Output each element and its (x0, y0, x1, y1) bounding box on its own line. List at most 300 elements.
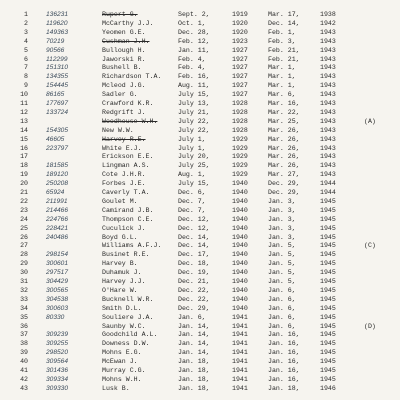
cell-num: 4 (24, 37, 28, 45)
cell-y2: 1945 (320, 197, 336, 205)
cell-y2: 1943 (320, 171, 336, 179)
cell-d2: Mar. 26, (268, 153, 300, 161)
cell-y1: 1941 (232, 322, 248, 330)
cell-num: 15 (20, 135, 28, 143)
cell-d2: Jan. 16, (268, 340, 300, 348)
cell-num: 28 (20, 251, 28, 259)
cell-num: 30 (20, 269, 28, 277)
cell-id: 149363 (46, 28, 69, 36)
table-row (0, 314, 400, 322)
cell-d2: Jan. 6, (268, 304, 296, 312)
cell-y2: 1944 (320, 180, 336, 188)
table-row (0, 260, 400, 268)
cell-num: 31 (20, 278, 28, 285)
table-row (0, 287, 400, 295)
cell-d2: Jan. 5, (268, 260, 296, 268)
cell-d2: Mar. 1, (268, 73, 296, 81)
cell-id: 80330 (46, 313, 65, 321)
cell-d2: Mar. 17, (268, 11, 300, 18)
table-row (0, 189, 400, 197)
cell-y1: 1927 (232, 82, 248, 90)
cell-y2: 1943 (320, 126, 336, 134)
table-row (0, 162, 400, 170)
cell-y2: 1945 (320, 349, 336, 357)
cell-y2: 1945 (320, 215, 336, 223)
cell-d1: Aug. 1, (178, 171, 206, 179)
cell-id: 136231 (46, 11, 69, 18)
cell-name: Cushman J.H. (102, 37, 150, 45)
cell-num: 5 (24, 46, 28, 54)
cell-y2: 1943 (320, 135, 336, 143)
cell-d1: Dec. 17, (178, 251, 210, 259)
cell-y1: 1929 (232, 162, 248, 170)
table-row (0, 82, 400, 90)
cell-d1: July 13, (178, 100, 210, 107)
table-row (0, 278, 400, 286)
cell-name: Richardson T.A. (102, 73, 162, 81)
cell-d1: Jan. 18, (178, 358, 210, 366)
cell-id: 228421 (46, 224, 69, 232)
cell-name: Yeomen G.E. (102, 28, 146, 36)
cell-d1: Dec. 6, (178, 189, 206, 196)
table-row (0, 385, 400, 393)
cell-y1: 1940 (232, 242, 248, 250)
cell-name: Caverly T.A. (102, 189, 150, 196)
cell-d1: Jan. 18, (178, 384, 210, 392)
cell-y2: 1943 (320, 55, 336, 63)
cell-id: 177697 (46, 100, 69, 107)
cell-name: White E.J. (102, 144, 142, 152)
cell-d1: Dec. 29, (178, 304, 210, 312)
cell-num: 1 (24, 11, 28, 18)
cell-y1: 1919 (232, 11, 248, 18)
cell-y1: 1923 (232, 37, 248, 45)
cell-name: Saunby W.C. (102, 322, 146, 330)
cell-y2: 1942 (320, 19, 336, 27)
cell-name: Murray C.G. (102, 367, 146, 374)
cell-name: Redgrift J. (102, 108, 146, 116)
table-row (0, 296, 400, 304)
cell-y2: 1943 (320, 144, 336, 152)
cell-name: Goulet M. (102, 197, 138, 205)
cell-y1: 1940 (232, 233, 248, 241)
cell-d1: Dec. 7, (178, 206, 206, 214)
cell-num: 25 (20, 224, 28, 232)
cell-d1: Jan. 14, (178, 349, 210, 357)
cell-name: Cuculick J. (102, 224, 146, 232)
cell-y2: 1943 (320, 82, 336, 90)
cell-id: 133724 (46, 108, 69, 116)
cell-y2: 1945 (320, 340, 336, 348)
cell-name: McCarthy J.J. (102, 19, 154, 27)
cell-id: 70219 (46, 37, 65, 45)
cell-d1: Aug. 11, (178, 82, 210, 90)
cell-d1: July 22, (178, 126, 210, 134)
cell-d2: Jan. 3, (268, 233, 296, 241)
cell-name: Downess D.W. (102, 340, 150, 348)
cell-name: Bucknell W.R. (102, 295, 154, 303)
cell-y1: 1940 (232, 304, 248, 312)
table-row (0, 376, 400, 384)
cell-id: 189120 (46, 171, 69, 179)
table-row (0, 64, 400, 72)
cell-id: 300565 (46, 286, 69, 294)
cell-d2: Jan. 5, (268, 278, 296, 285)
cell-y1: 1927 (232, 91, 248, 99)
cell-y2: 1938 (320, 11, 336, 18)
cell-y2: 1945 (320, 358, 336, 366)
cell-num: 9 (24, 82, 28, 90)
cell-y1: 1941 (232, 349, 248, 357)
cell-d1: Dec. 14, (178, 233, 210, 241)
cell-d2: Mar. 22, (268, 108, 300, 116)
cell-id: 309564 (46, 358, 69, 366)
cell-d2: Mar. 1, (268, 82, 296, 90)
cell-num: 40 (20, 358, 28, 366)
cell-id: 214466 (46, 206, 69, 214)
cell-d1: Feb. 12, (178, 37, 210, 45)
cell-d1: Dec. 22, (178, 286, 210, 294)
cell-d1: Jan. 14, (178, 340, 210, 348)
cell-y2: 1945 (320, 322, 336, 330)
cell-name: Lusk B. (102, 384, 130, 392)
cell-num: 29 (20, 260, 28, 268)
table-row (0, 109, 400, 117)
cell-d2: Jan. 5, (268, 242, 296, 250)
cell-id: 309334 (46, 375, 69, 383)
cell-d1: Jan. 6, (178, 313, 206, 321)
cell-y2: 1943 (320, 91, 336, 99)
cell-name: McEwan J. (102, 358, 138, 366)
cell-num: 33 (20, 295, 28, 303)
cell-y2: 1943 (320, 100, 336, 107)
cell-d2: Jan. 3, (268, 215, 296, 223)
cell-num: 13 (20, 117, 28, 125)
cell-id: 304429 (46, 278, 69, 285)
cell-d2: Feb. 21, (268, 55, 300, 63)
cell-num: 20 (20, 180, 28, 188)
cell-d1: Dec. 28, (178, 28, 210, 36)
cell-num: 39 (20, 349, 28, 357)
table-row (0, 216, 400, 224)
cell-d1: Jan. 14, (178, 331, 210, 339)
cell-d2: Mar. 26, (268, 126, 300, 134)
cell-id: 309255 (46, 340, 69, 348)
cell-y2: 1943 (320, 37, 336, 45)
cell-name: Mcleod J.G. (102, 82, 146, 90)
cell-y2: 1945 (320, 260, 336, 268)
cell-y1: 1940 (232, 197, 248, 205)
cell-d2: Mar. 6, (268, 91, 296, 99)
cell-d1: Feb. 4, (178, 55, 206, 63)
cell-y2: 1945 (320, 242, 336, 250)
cell-name: Lingman A.S. (102, 162, 150, 170)
cell-y2: 1943 (320, 64, 336, 72)
cell-id: 134355 (46, 73, 69, 81)
cell-y1: 1940 (232, 189, 248, 196)
cell-num: 43 (20, 384, 28, 392)
cell-id: 223797 (46, 144, 69, 152)
cell-num: 11 (20, 100, 28, 107)
cell-d2: Jan. 16, (268, 367, 300, 374)
cell-d1: Jan. 11, (178, 46, 210, 54)
cell-id: 309330 (46, 384, 69, 392)
cell-id: 298520 (46, 349, 69, 357)
cell-y1: 1927 (232, 46, 248, 54)
cell-y1: 1920 (232, 19, 248, 27)
table-row (0, 340, 400, 348)
cell-d1: July 1, (178, 144, 206, 152)
cell-y1: 1940 (232, 286, 248, 294)
cell-id: 301436 (46, 367, 69, 374)
cell-id: 298154 (46, 251, 69, 259)
cell-d2: Jan. 3, (268, 197, 296, 205)
cell-y1: 1941 (232, 340, 248, 348)
cell-name: Bushell B. (102, 64, 142, 72)
cell-y1: 1927 (232, 64, 248, 72)
cell-y1: 1941 (232, 375, 248, 383)
cell-name: Boyd G.L. (102, 233, 138, 241)
cell-d1: Feb. 4, (178, 64, 206, 72)
cell-id: 154305 (46, 126, 69, 134)
table-row (0, 100, 400, 108)
cell-y2: 1943 (320, 46, 336, 54)
cell-note: (D) (364, 322, 376, 330)
table-row (0, 180, 400, 188)
cell-d2: Jan. 16, (268, 358, 300, 366)
cell-y1: 1941 (232, 313, 248, 321)
cell-id: 65924 (46, 189, 65, 196)
cell-d2: Mar. 26, (268, 144, 300, 152)
cell-d2: Jan. 16, (268, 349, 300, 357)
cell-name: Thompson C.E. (102, 215, 154, 223)
cell-d1: Dec. 18, (178, 260, 210, 268)
cell-num: 34 (20, 304, 28, 312)
cell-y2: 1945 (320, 304, 336, 312)
cell-y2: 1945 (320, 295, 336, 303)
cell-d2: Mar. 16, (268, 100, 300, 107)
cell-d2: Jan. 16, (268, 375, 300, 383)
cell-d1: Jan. 14, (178, 322, 210, 330)
cell-name: Rupert G. (102, 11, 138, 18)
cell-y2: 1943 (320, 162, 336, 170)
table-row (0, 234, 400, 242)
cell-y1: 1940 (232, 269, 248, 277)
cell-d1: Dec. 14, (178, 242, 210, 250)
cell-y2: 1945 (320, 251, 336, 259)
cell-num: 38 (20, 340, 28, 348)
cell-num: 27 (20, 242, 28, 250)
cell-d2: Jan. 18, (268, 384, 300, 392)
cell-num: 16 (20, 144, 28, 152)
cell-d2: Mar. 26, (268, 135, 300, 143)
cell-num: 21 (20, 189, 28, 196)
cell-d2: Feb. 1, (268, 28, 296, 36)
cell-name: Sadler G. (102, 91, 138, 99)
table-row (0, 91, 400, 99)
cell-d2: Mar. 1, (268, 64, 296, 72)
table-row (0, 251, 400, 259)
cell-y2: 1945 (320, 367, 336, 374)
cell-y1: 1928 (232, 126, 248, 134)
cell-y2: 1945 (320, 375, 336, 383)
cell-y2: 1945 (320, 313, 336, 321)
cell-d1: Oct. 1, (178, 19, 206, 27)
cell-id: 309239 (46, 331, 69, 339)
cell-d1: July 22, (178, 117, 210, 125)
cell-y1: 1941 (232, 358, 248, 366)
cell-y2: 1945 (320, 286, 336, 294)
cell-d2: Jan. 6, (268, 286, 296, 294)
cell-y1: 1929 (232, 171, 248, 179)
cell-y1: 1928 (232, 108, 248, 116)
table-row (0, 358, 400, 366)
cell-id: 151310 (46, 64, 69, 72)
cell-num: 14 (20, 126, 28, 134)
cell-y1: 1928 (232, 117, 248, 125)
cell-y1: 1928 (232, 100, 248, 107)
table-row (0, 153, 400, 161)
cell-y1: 1929 (232, 144, 248, 152)
table-row (0, 207, 400, 215)
cell-y1: 1929 (232, 135, 248, 143)
cell-d2: Dec. 14, (268, 19, 300, 27)
table-row (0, 20, 400, 28)
cell-num: 6 (24, 55, 28, 63)
cell-y1: 1940 (232, 260, 248, 268)
cell-name: Crawford K.R. (102, 100, 154, 107)
cell-d2: Jan. 5, (268, 251, 296, 259)
cell-name: Williams A.F.J. (102, 242, 162, 250)
cell-d1: Sept. 2, (178, 11, 210, 18)
cell-d1: July 21, (178, 108, 210, 116)
cell-y1: 1940 (232, 224, 248, 232)
cell-d1: July 15, (178, 91, 210, 99)
cell-num: 36 (20, 322, 28, 330)
cell-d1: July 25, (178, 162, 210, 170)
cell-y1: 1941 (232, 367, 248, 374)
cell-name: Bullough H. (102, 46, 146, 54)
cell-y1: 1940 (232, 251, 248, 259)
cell-d2: Jan. 6, (268, 322, 296, 330)
cell-id: 304538 (46, 295, 69, 303)
cell-name: Camirand J.B. (102, 206, 154, 214)
cell-id: 300601 (46, 260, 69, 268)
cell-d1: Dec. 22, (178, 295, 210, 303)
cell-name: Jaworski R. (102, 55, 146, 63)
cell-d1: July 1, (178, 135, 206, 143)
cell-id: 240486 (46, 233, 69, 241)
table-row (0, 305, 400, 313)
table-row (0, 73, 400, 81)
cell-id: 90566 (46, 46, 65, 54)
cell-id: 86165 (46, 91, 65, 99)
table-row (0, 145, 400, 153)
cell-name: Goodchild A.L. (102, 331, 158, 339)
table-row (0, 323, 400, 331)
cell-d2: Dec. 29, (268, 189, 300, 196)
cell-y2: 1944 (320, 189, 336, 196)
cell-d2: Jan. 6, (268, 313, 296, 321)
table-row (0, 198, 400, 206)
cell-y2: 1943 (320, 73, 336, 81)
cell-d2: Jan. 3, (268, 206, 296, 214)
cell-num: 7 (24, 64, 28, 72)
cell-name: Mohns W.H. (102, 375, 142, 383)
cell-y2: 1945 (320, 269, 336, 277)
cell-d2: Mar. 26, (268, 162, 300, 170)
cell-num: 23 (20, 206, 28, 214)
cell-d1: July 15, (178, 180, 210, 188)
cell-d1: Dec. 12, (178, 215, 210, 223)
table-row (0, 225, 400, 233)
cell-num: 37 (20, 331, 28, 339)
cell-d1: Dec. 12, (178, 224, 210, 232)
cell-y2: 1945 (320, 331, 336, 339)
cell-y1: 1941 (232, 384, 248, 392)
cell-name: Mohns E.G. (102, 349, 142, 357)
cell-y1: 1927 (232, 55, 248, 63)
cell-num: 42 (20, 375, 28, 383)
cell-num: 22 (20, 197, 28, 205)
cell-y1: 1940 (232, 180, 248, 188)
cell-y2: 1945 (320, 206, 336, 214)
cell-y1: 1927 (232, 73, 248, 81)
table-row (0, 331, 400, 339)
cell-id: 181585 (46, 162, 69, 170)
cell-name: Smith D.L. (102, 304, 142, 312)
cell-num: 41 (20, 367, 28, 374)
cell-id: 250208 (46, 180, 69, 188)
cell-name: Erickson E.E. (102, 153, 154, 161)
cell-y2: 1943 (320, 117, 336, 125)
cell-name: Souliere J.A. (102, 313, 154, 321)
cell-note: (C) (364, 242, 376, 250)
cell-d2: Jan. 3, (268, 224, 296, 232)
table-row (0, 367, 400, 375)
cell-num: 2 (24, 19, 28, 27)
cell-name: Forbes J.E. (102, 180, 146, 188)
cell-d1: Dec. 19, (178, 269, 210, 277)
cell-num: 26 (20, 233, 28, 241)
table-row (0, 38, 400, 46)
cell-id: 119620 (46, 19, 68, 27)
cell-name: Cote J.H.R. (102, 171, 146, 179)
cell-note: (A) (364, 117, 376, 125)
cell-y2: 1946 (320, 384, 336, 392)
cell-d1: Dec. 21, (178, 278, 210, 285)
cell-d2: Jan. 16, (268, 331, 300, 339)
table-row (0, 242, 400, 250)
cell-y2: 1945 (320, 278, 336, 285)
cell-num: 24 (20, 215, 28, 223)
cell-num: 10 (20, 91, 28, 99)
cell-d2: Feb. 3, (268, 37, 296, 45)
cell-id: 224766 (46, 215, 69, 223)
cell-y1: 1920 (232, 28, 248, 36)
cell-y2: 1945 (320, 224, 336, 232)
cell-d2: Dec. 29, (268, 180, 300, 188)
table-row (0, 29, 400, 37)
cell-name: Duhamuk J. (102, 269, 142, 277)
cell-name: Harvey R.E. (102, 135, 146, 143)
table-row (0, 47, 400, 55)
cell-id: 297517 (46, 269, 69, 277)
cell-num: 32 (20, 286, 28, 294)
table-row (0, 269, 400, 277)
cell-y2: 1943 (320, 108, 336, 116)
cell-d2: Feb. 21, (268, 46, 300, 54)
